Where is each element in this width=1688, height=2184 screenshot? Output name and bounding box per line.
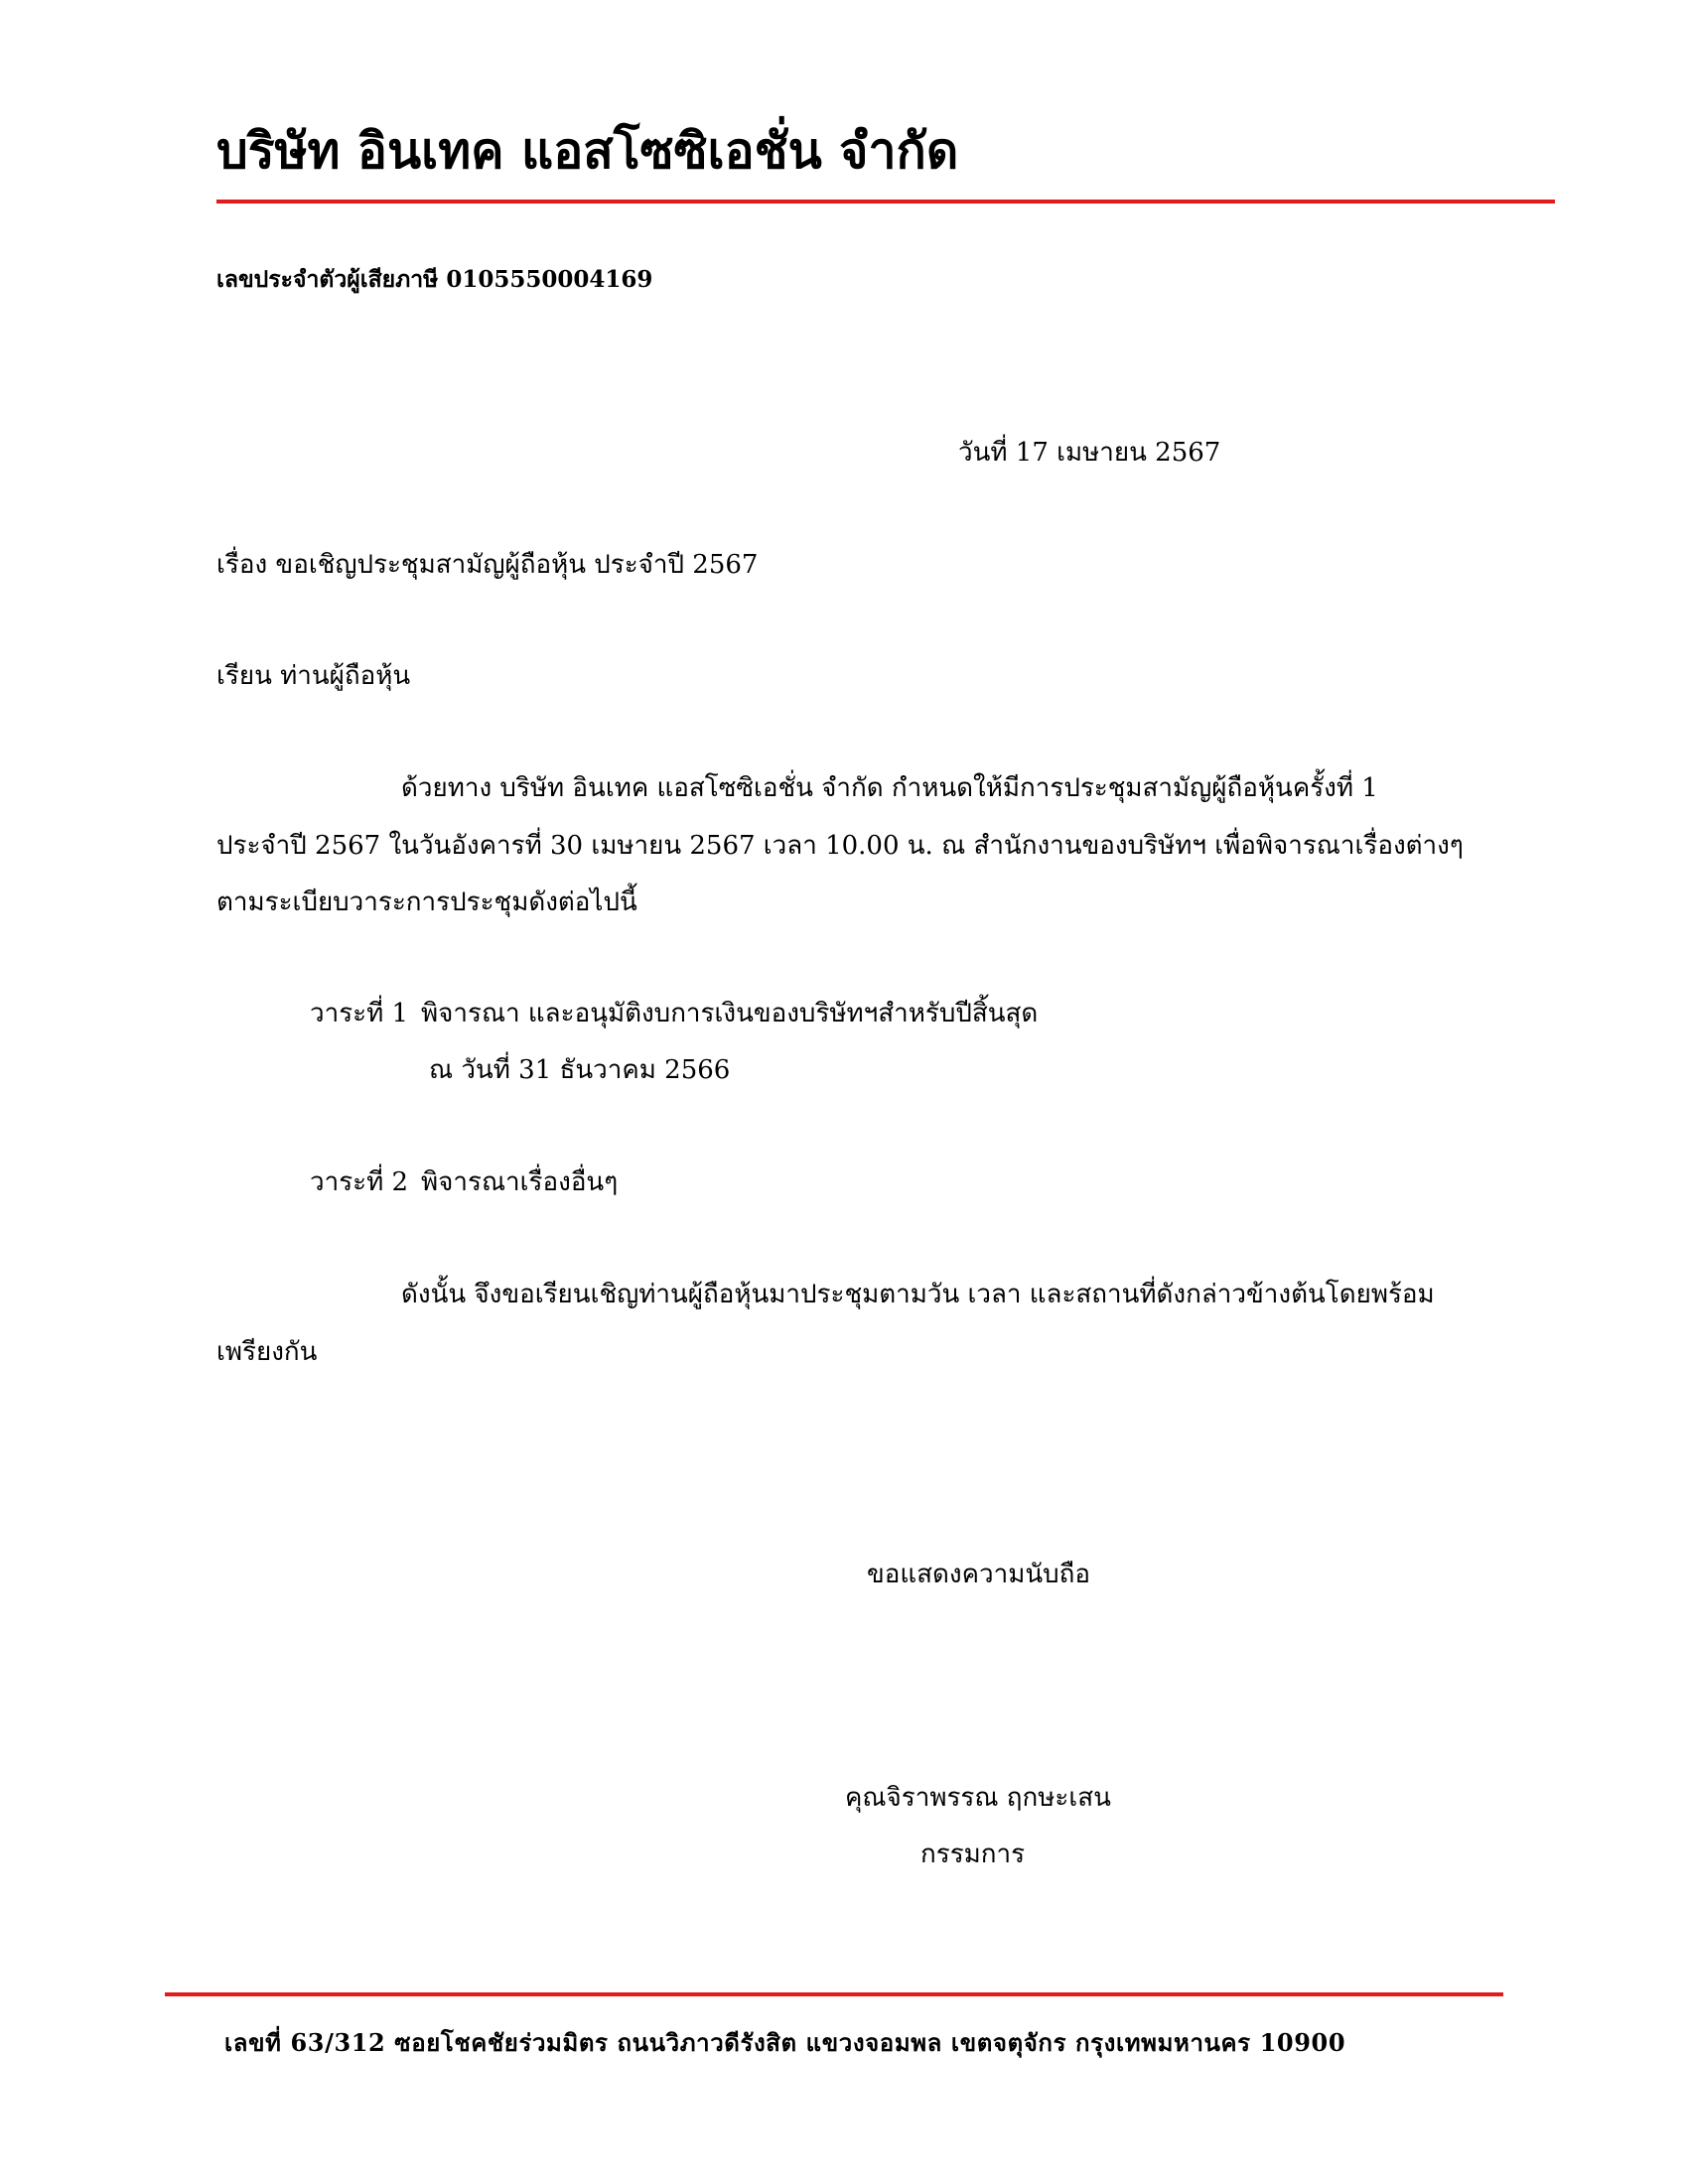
- paragraph-2-line-1: ดังนั้น จึงขอเรียนเชิญท่านผู้ถือหุ้นมาประชุมตามวัน เวลา และสถานที่ดังกล่าวข้างต้นโดยพร้อม: [401, 1280, 1435, 1309]
- header-divider: [216, 200, 1555, 204]
- agenda-2-text: พิจารณาเรื่องอื่นๆ: [421, 1167, 619, 1197]
- signer-name: คุณจิราพรรณ ฤกษะเสน: [845, 1783, 1111, 1813]
- paragraph-1-line-2: ประจำปี 2567 ในวันอังคารที่ 30 เมษายน 2567 เวลา 10.00 น. ณ สำนักงานของบริษัทฯ เพื่อพิจารณาเรื่องต่างๆ: [216, 831, 1464, 861]
- paragraph-1-line-3: ตามระเบียบวาระการประชุมดังต่อไปนี้: [216, 887, 637, 917]
- letter-subject: เรื่อง ขอเชิญประชุมสามัญผู้ถือหุ้น ประจำปี 2567: [216, 550, 759, 580]
- letter-date: วันที่ 17 เมษายน 2567: [958, 438, 1221, 468]
- paragraph-2-line-2: เพรียงกัน: [216, 1337, 318, 1367]
- closing-phrase: ขอแสดงความนับถือ: [867, 1560, 1090, 1589]
- tax-id: เลขประจำตัวผู้เสียภาษี 0105550004169: [216, 266, 653, 293]
- footer-divider: [165, 1992, 1503, 1996]
- paragraph-1-line-1: ด้วยทาง บริษัท อินเทค แอสโซซิเอชั่น จำกัด กำหนดให้มีการประชุมสามัญผู้ถือหุ้นครั้งที่ 1: [401, 773, 1378, 803]
- signer-title: กรรมการ: [920, 1840, 1026, 1869]
- agenda-2-label: วาระที่ 2: [310, 1167, 409, 1197]
- agenda-1-text-line-1: พิจารณา และอนุมัติงบการเงินของบริษัทฯสำหรับปีสิ้นสุด: [421, 999, 1039, 1028]
- letter-salutation: เรียน ท่านผู้ถือหุ้น: [216, 661, 411, 691]
- agenda-1-text-line-2: ณ วันที่ 31 ธันวาคม 2566: [429, 1055, 731, 1085]
- company-name: บริษัท อินเทค แอสโซซิเอชั่น จำกัด: [216, 121, 959, 180]
- agenda-1-label: วาระที่ 1: [310, 999, 409, 1028]
- footer-address: เลขที่ 63/312 ซอยโชคชัยร่วมมิตร ถนนวิภาวดีรังสิต แขวงจอมพล เขตจตุจักร กรุงเทพมหานคร 10900: [224, 2028, 1346, 2057]
